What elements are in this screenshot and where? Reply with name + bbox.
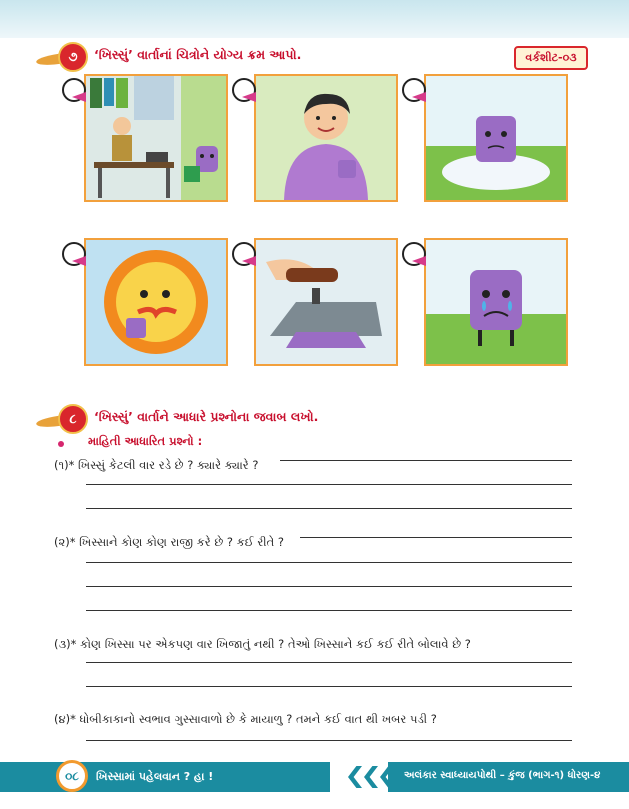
answer-line[interactable] [86, 610, 572, 611]
answer-line[interactable] [86, 484, 572, 485]
answer-line[interactable] [280, 460, 572, 461]
answer-line[interactable] [86, 740, 572, 741]
question-2 [54, 535, 284, 550]
page-number: ૦૮ [56, 760, 88, 792]
tailor-illustration [86, 76, 226, 200]
picture-panel-pocket-puddle [424, 74, 568, 202]
question-text: ખિસ્સું કેટલી વાર રડે છે ? ક્યારે ક્યારે ? [78, 458, 259, 472]
footer-left-text: ખિસ્સામાં પહેલવાન ? હા ! [96, 770, 214, 783]
question-3 [54, 637, 471, 652]
top-decorative-band [0, 0, 629, 38]
iron-illustration [256, 240, 396, 364]
picture-panel-boy [254, 74, 398, 202]
section-7-title: ‘ખિસ્સું’ વાર્તાનાં ચિત્રોને યોગ્ય ક્રમ આપો. [94, 47, 302, 62]
section-7-number: ૭ [58, 42, 88, 72]
answer-line[interactable] [86, 562, 572, 563]
section-8-title: ‘ખિસ્સું’ વાર્તાને આધારે પ્રશ્નોના જવાબ લખો. [94, 409, 319, 424]
question-text: ખિસ્સાને કોણ કોણ રાજી કરે છે ? કઈ રીતે ? [79, 535, 284, 549]
picture-panel-tailor [84, 74, 228, 202]
question-4 [54, 712, 437, 727]
chevron-left-icon [364, 766, 378, 788]
footer-right-text: અલંકાર સ્વાધ્યાયપોથી – કુંજ (ભાગ-૧) ધોરણ-૪ [404, 770, 601, 781]
picture-panel-sun [84, 238, 228, 366]
question-number: (૪)* [54, 712, 76, 726]
sun-illustration [86, 240, 226, 364]
pocket-puddle-illustration [426, 76, 566, 200]
section-8-header [0, 404, 629, 432]
question-text: કોણ ખિસ્સા પર એકપણ વાર ખિજાતું નથી ? તેઓ ખિસ્સાને કઈ કઈ રીતે બોલાવે છે ? [80, 637, 471, 651]
page-footer [0, 762, 629, 792]
boy-illustration [256, 76, 396, 200]
info-questions-label: માહિતી આધારિત પ્રશ્નો : [88, 434, 203, 448]
chevron-left-icon [348, 766, 362, 788]
question-number: (૨)* [54, 535, 76, 549]
answer-line[interactable] [86, 586, 572, 587]
worksheet-badge: વર્કશીટ-૦૩ [514, 46, 588, 70]
picture-panel-crying-pocket [424, 238, 568, 366]
section-8-number: ૮ [58, 404, 88, 434]
question-number: (૩)* [54, 637, 77, 651]
picture-panel-iron [254, 238, 398, 366]
answer-line[interactable] [86, 686, 572, 687]
crying-pocket-illustration [426, 240, 566, 364]
question-number: (૧)* [54, 458, 75, 472]
bullet-dot [58, 441, 64, 447]
question-text: ધોબીકાકાનો સ્વભાવ ગુસ્સાવાળો છે કે માયાળુ ? તમને કઈ વાત થી ખબર પડી ? [79, 712, 437, 726]
answer-line[interactable] [300, 537, 572, 538]
answer-line[interactable] [86, 662, 572, 663]
answer-line[interactable] [86, 508, 572, 509]
question-1 [54, 458, 259, 473]
